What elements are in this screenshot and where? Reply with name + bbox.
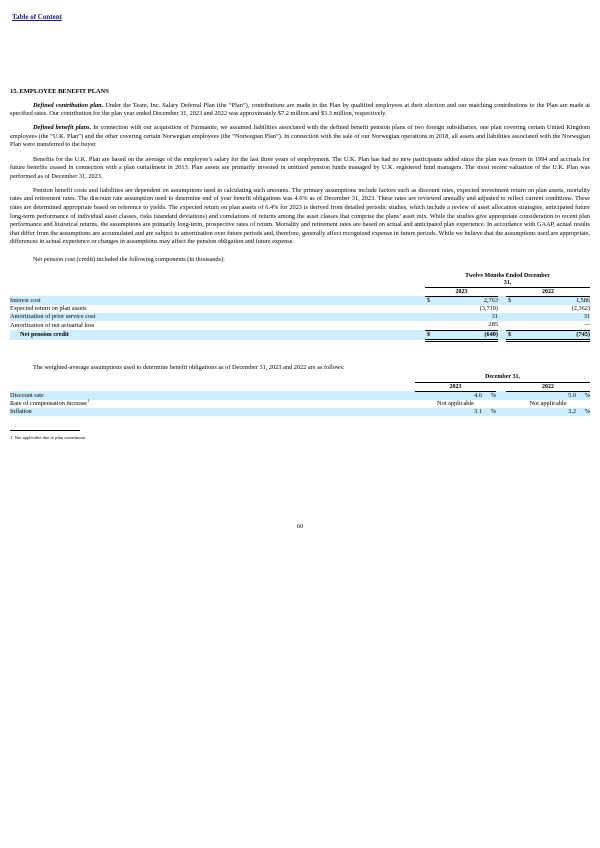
total-2023: (640) — [435, 330, 498, 340]
row-label: Inflation — [10, 408, 415, 416]
footnote — [10, 434, 590, 443]
table-row — [10, 313, 590, 321]
row-label: Amortization of net actuarial loss — [10, 321, 95, 329]
value-2022: — — [516, 321, 590, 330]
value-2022: 31 — [516, 313, 590, 321]
section-title: 15. EMPLOYEE BENEFIT PLANS — [10, 88, 109, 95]
page-body — [10, 88, 590, 443]
currency-symbol: $ — [425, 330, 435, 340]
value-2022: 1,586 — [516, 296, 590, 305]
table-row — [10, 296, 590, 305]
paragraph-net-pension-intro: Net pension cost (credit) included the following components (in thousands): — [33, 256, 225, 263]
paragraph-defined-benefit — [10, 124, 590, 150]
page-number: 60 — [296, 523, 304, 530]
value-2023: 31 — [435, 313, 498, 321]
weighted-assumptions-table — [10, 373, 590, 416]
value-2023: 2,763 — [435, 296, 498, 305]
currency-symbol: $ — [506, 330, 516, 340]
table-of-content-link[interactable]: Table of Content — [12, 13, 62, 21]
row-label: Expected return on plan assets — [10, 305, 87, 312]
footnote-marker: 1 — [87, 397, 90, 403]
column-header-2023: 2023 — [425, 287, 498, 296]
column-group-header: December 31, — [415, 373, 590, 382]
column-group-header: Twelve Months Ended December 31, — [425, 273, 590, 288]
value-2023: 4.6 — [415, 391, 482, 400]
footnote-text: Not applicable due to plan curtailment. — [14, 435, 87, 441]
value-2023: (3,719) — [479, 305, 498, 312]
total-2022: (745) — [516, 330, 590, 340]
column-header-2023: 2023 — [415, 382, 496, 391]
paragraph-uk-plan: Benefits for the U.K. Plan are based on the average of the employee’s salary for the last three years of employment. The U.K. Plan has had no new participants added since the plan was frozen in 1994 and accruals for future benefits ceased in connection with a plan curtailment in 2013. Plan assets are primarily invested in unitized pension funds managed by U.K. registered fund managers. The most recent valuation of the U.K. Plan was performed as of December 31, 2023. — [10, 155, 590, 180]
footnote-number: 1 — [10, 435, 13, 441]
paragraph-lead: Defined benefit plans. — [33, 124, 92, 132]
value-2023: Not applicable — [437, 400, 474, 408]
value-2023: 3.1 — [415, 408, 482, 416]
currency-symbol: $ — [506, 296, 516, 305]
row-label: Discount rate — [10, 391, 415, 400]
value-2022: 5.0 — [506, 391, 576, 400]
percent-sign: % — [482, 391, 496, 400]
paragraph-lead: Defined contribution plan. — [33, 101, 104, 109]
footnote-divider — [10, 430, 80, 431]
value-2023: 285 — [435, 321, 498, 330]
row-label-text: Rate of compensation increase — [10, 400, 88, 408]
percent-sign: % — [576, 408, 590, 416]
paragraph-text: In connection with our acquisition of Furmanite, we assumed liabilities associated with the defined benefit pension plans of two foreign subsidiaries, one plan covering certain United Kingdom employees (the “U.K. Plan”) and the other covering certain Norwegian employees (the “Norwegian Plan”). In connection with the sale of our Norwegian operations in 2018, all assets and liabilities associated with the Norwegian Plan were transferred to the buyer. — [10, 124, 590, 149]
value-2022: Not applicable — [529, 400, 567, 408]
percent-sign: % — [482, 408, 496, 416]
table-row — [10, 305, 590, 313]
row-label: Amortization of prior service cost — [10, 313, 425, 321]
paragraph-text: Under the Team, Inc. Salary Deferral Plan (the “Plan”), contributions are made to the Plan by qualified employees at their election and our matching contributions to the Plan are made at specified rates. Our contribution for the plan year ended December 31, 2023 and 2022 was approximately $7.2 million and $3.3 million, respectively. — [10, 101, 590, 118]
currency-symbol: $ — [425, 296, 435, 305]
value-2022: (2,362) — [571, 305, 590, 312]
paragraph-assumptions-intro: The weighted-average assumptions used to determine benefit obligations as of December 31, 2023 and 2022 are as follows: — [33, 363, 345, 371]
row-label: Interest cost — [10, 296, 425, 305]
paragraph-assumptions: Pension benefit costs and liabilities are dependent on assumptions used in calculating such amounts. The primary assumptions include factors such as discount rates, expected investment return on plan assets, mortality rates and retirement rates. The discount rate assumption used to determine end of year benefit obligations was 4.6% as of December 31, 2023. These rates are reviewed annually and adjusted to reflect current conditions. These rates are determined appropriate based on reference to yields. The expected return on plan assets of 6.4% for 2023 is derived from detailed periodic studies, which include a review of asset allocation strategies, anticipated future long-term performance of individual asset classes, risks (standard deviations) and correlations of returns among the asset classes that comprise the plans’ asset mix. While the studies give appropriate consideration to recent plan performance and historical returns, the assumptions are primarily long-term, prospective rates of return. Mortality and retirement rates are based on actual and anticipated plan experience. In accordance with GAAP, actual results that differ from the assumptions are accumulated and are subject to amortization over future periods and, therefore, generally affect recognized expense in future periods. While we believe that the assumptions used are appropriate, differences in actual experience or changes in assumptions may affect the pension obligation and future expense. — [10, 186, 590, 246]
table-row — [10, 321, 590, 330]
table-total-row — [10, 330, 590, 340]
net-pension-cost-table — [10, 273, 590, 342]
paragraph-defined-contribution — [10, 102, 590, 119]
percent-sign: % — [576, 391, 590, 400]
table-row — [10, 408, 590, 416]
table-row — [10, 400, 590, 408]
row-label — [10, 397, 415, 408]
column-header-2022: 2022 — [506, 287, 590, 296]
row-label: Net pension credit — [10, 330, 425, 340]
column-header-2022: 2022 — [506, 382, 590, 391]
table-row — [10, 391, 590, 400]
value-2022: 3.2 — [506, 408, 576, 416]
